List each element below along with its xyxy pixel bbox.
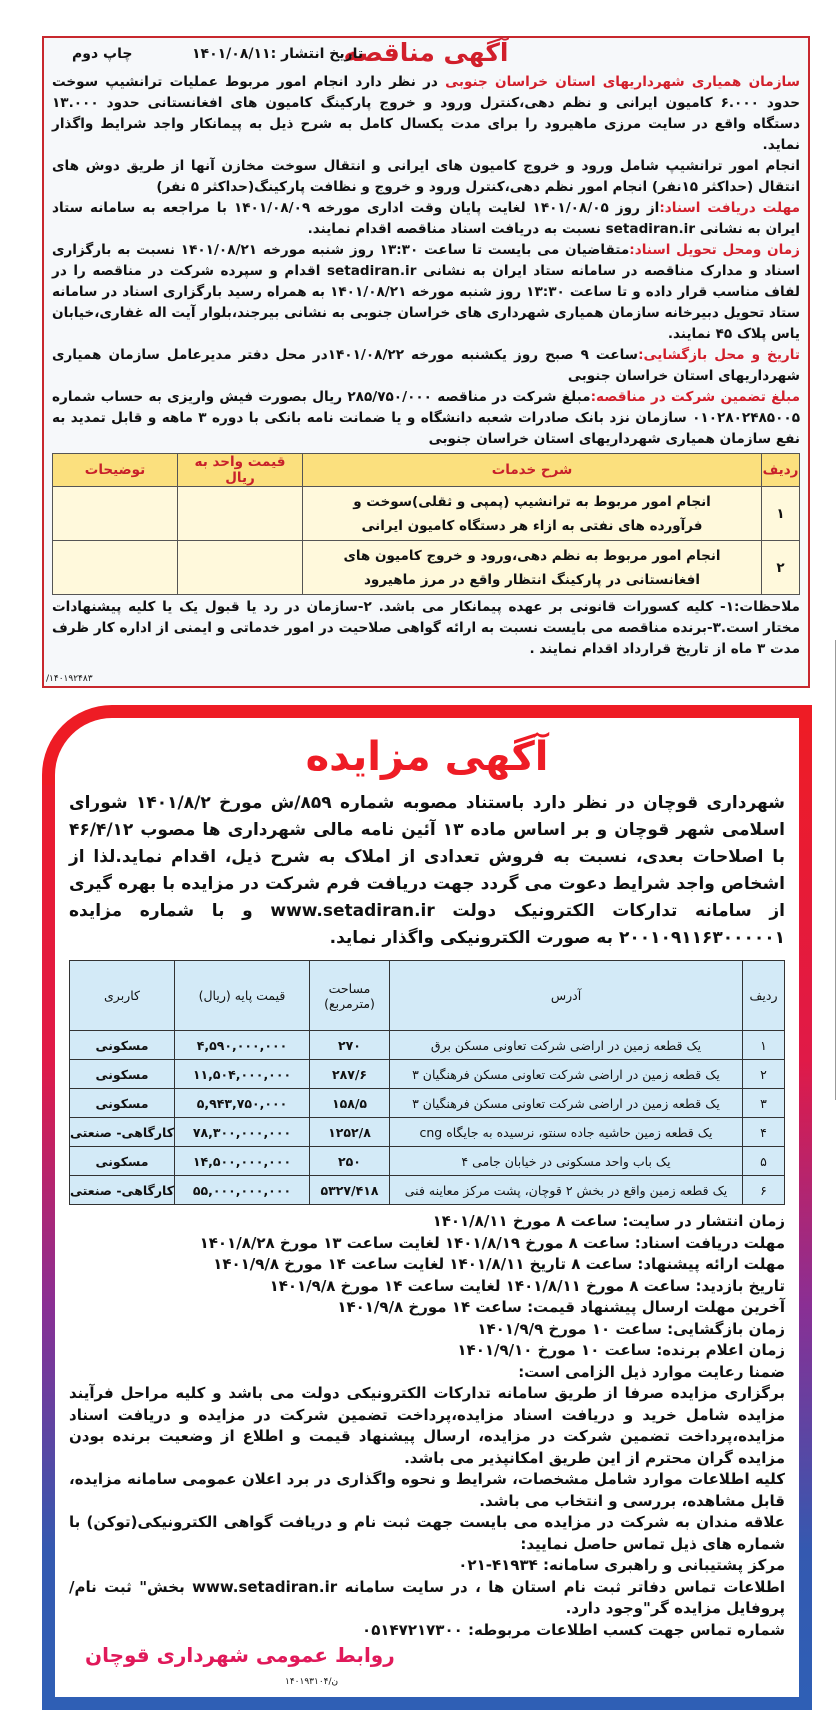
detail-line: علاقه مندان به شرکت در مزایده می بایست جهت ثبت نام و دریافت گواهی الکترونیکی(توکن) با شماره های ذیل تماس حاصل نمایید: <box>69 1513 785 1553</box>
publish-date: تاریخ انتشار :۱۴۰۱/۰۸/۱۱ <box>192 46 364 62</box>
detail-line: مرکز پشتیبانی و راهبری سامانه: ۴۱۹۳۴-۰۲۱ <box>458 1556 785 1574</box>
tender-paragraph <box>52 156 800 198</box>
col-header: قیمت واحد به ریال <box>178 454 303 487</box>
unit-price <box>178 487 303 541</box>
tender-header <box>52 38 800 72</box>
tender-paragraph <box>52 345 800 387</box>
row-number: ۴ <box>743 1118 785 1147</box>
usage-cell: مسکونی <box>70 1031 175 1060</box>
table-row <box>70 1147 785 1176</box>
table-row <box>70 1089 785 1118</box>
row-number: ۱ <box>743 1031 785 1060</box>
detail-line: زمان اعلام برنده: ساعت ۱۰ مورخ ۱۴۰۱/۹/۱۰ <box>457 1341 785 1359</box>
paragraph-label: زمان ومحل تحویل اسناد: <box>629 242 800 258</box>
price-cell: ۷۸,۳۰۰,۰۰۰,۰۰۰ <box>175 1118 310 1147</box>
signature: روابط عمومی شهرداری قوچان <box>85 1643 395 1667</box>
auction-intro: شهرداری قوچان در نظر دارد باستناد مصوبه شماره ۸۵۹/ش مورخ ۱۴۰۱/۸/۲ شورای اسلامی شهر قوچان و بر اساس ماده ۱۳ آئین نامه مالی شهرداری ها مصوب ۴۶/۴/۱۲ با اصلاحات بعدی، نسبت به فروش تعدادی از املاک به شرح ذیل، اقدام نماید.لذا از اشخاص واجد شرایط دعوت می گردد جهت دریافت فرم شرکت در مزایده با بهره گیری از سامانه تدارکات الکترونیک دولت www.setadiran.ir و با شماره مزایده ۲۰۰۱۰۹۱۱۶۳۰۰۰۰۰۱ به صورت الکترونیکی واگذار نماید. <box>69 793 786 948</box>
col-header: قیمت پایه (ریال) <box>175 961 310 1031</box>
area-cell: ۲۵۰ <box>310 1147 390 1176</box>
usage-cell: مسکونی <box>70 1060 175 1089</box>
paragraph-label: مبلغ تضمین شرکت در مناقصه: <box>590 389 801 405</box>
area-cell: ۲۷۰ <box>310 1031 390 1060</box>
address-cell: یک قطعه زمین حاشیه جاده سنتو، نرسیده به جایگاه cng <box>390 1118 743 1147</box>
tender-notes: ملاحظات:۱- کلیه کسورات قانونی بر عهده پیمانکار می باشد. ۲-سازمان در رد یا قبول یک یا کلیه پیشنهادات مختار است.۳-برنده مناقصه می بایست نسبت به ارائه گواهی صلاحیت در امور خدماتی و ایمنی از اداره کار ظرف مدت ۳ ماه از تاریخ قرارداد اقدام نمایند . <box>52 599 800 657</box>
paragraph-text: متقاضیان می بایست تا ساعت ۱۳:۳۰ روز شنبه مورخه ۱۴۰۱/۰۸/۲۱ نسبت به بارگزاری اسناد و مدارک مناقصه در سامانه ستاد ایران به نشانی setadiran.ir اقدام و سپرده شرکت در مناقصه را در لفاف مناسب قرار داده و تا ساعت ۱۳:۳۰ روز شنبه مورخه ۱۴۰۱/۰۸/۲۱ به همراه رسید بارگزاری اسناد در سامانه ستاد تحویل دبیرخانه سازمان همیاری شهرداری های خراسان جنوبی به نشانی بیرجند،بلوار آیت اله غفاری،خیابان یاس پلاک ۴۵ نمایند. <box>52 242 800 342</box>
col-header: کاربری <box>70 961 175 1031</box>
row-number: ۶ <box>743 1176 785 1205</box>
col-header: مساحت (مترمربع) <box>310 961 390 1031</box>
table-row <box>70 1060 785 1089</box>
detail-line: آخرین مهلت ارسال پیشنهاد قیمت: ساعت ۱۴ مورخ ۱۴۰۱/۹/۸ <box>337 1298 785 1316</box>
table-row <box>70 1176 785 1205</box>
auction-details <box>69 1211 785 1641</box>
service-desc: انجام امور مربوط به ترانشیپ (پمپی و ثقلی)سوخت و فرآورده های نفتی به ازاء هر دستگاه کامیون ایرانی <box>303 487 762 541</box>
paragraph-text: انجام امور ترانشیپ شامل ورود و خروج کامیون های ایرانی و انتقال سوخت مخازن آنها از طریق دوش های انتقال (حداکثر ۱۵نفر) انجام امور نظم دهی،کنترل ورود و خروج و نظافت پارکینگ(حداکثر ۵ نفر) <box>52 158 800 195</box>
auction-title: آگهی مزایده <box>305 734 549 780</box>
decorative-corner <box>42 705 122 785</box>
paragraph-text: از روز ۱۴۰۱/۰۸/۰۵ لغایت پایان وقت اداری مورخه ۱۴۰۱/۰۸/۰۹ با مراجعه به سامانه ستاد ایران به نشانی setadiran.ir نسبت به دریافت اسناد مناقصه اقدام نمایند. <box>52 200 800 237</box>
area-cell: ۲۸۷/۶ <box>310 1060 390 1089</box>
page-divider <box>835 640 836 1100</box>
col-header: ردیف <box>762 454 800 487</box>
detail-line: کلیه اطلاعات موارد شامل مشخصات، شرایط و نحوه واگذاری در برد اعلان عمومی سامانه مزایده، قابل مشاهده، بررسی و انتخاب می باشد. <box>69 1470 785 1510</box>
row-number: ۳ <box>743 1089 785 1118</box>
tender-paragraph <box>52 240 800 345</box>
col-header: شرح خدمات <box>303 454 762 487</box>
usage-cell: مسکونی <box>70 1147 175 1176</box>
notes-cell <box>53 487 178 541</box>
address-cell: یک قطعه زمین واقع در بخش ۲ قوچان، پشت مرکز معاینه فنی <box>390 1176 743 1205</box>
address-cell: یک قطعه زمین در اراضی شرکت تعاونی مسکن فرهنگیان ۳ <box>390 1060 743 1089</box>
tender-paragraph <box>52 72 800 156</box>
tender-notice <box>42 36 810 688</box>
price-cell: ۵,۹۴۳,۷۵۰,۰۰۰ <box>175 1089 310 1118</box>
paragraph-text: در نظر دارد انجام امور مربوط عملیات ترانشیپ سوخت حدود ۶.۰۰۰ کامیون ایرانی و نظم دهی،کنترل ورود و خروج پارکینگ کامیون های افغانستانی حدود ۱۳.۰۰۰ دستگاه واقع در سایت مرزی ماهیرود را برای مدت یکسال کامل به شرح ذیل به پیمانکار واجد شرایط واگذار نماید. <box>52 74 800 153</box>
reference-number: /۱۴۰۱۹۲۴۸۳ <box>46 674 93 684</box>
address-cell: یک قطعه زمین در اراضی شرکت تعاونی مسکن برق <box>390 1031 743 1060</box>
paragraph-text: مبلغ شرکت در مناقصه ۲۸۵/۷۵۰/۰۰۰ ریال بصورت فیش واریزی به حساب شماره ۰۱۰۲۸۰۲۴۸۵۰۰۵ سازمان نزد بانک صادرات شعبه دانشگاه و یا ضمانت نامه بانکی با دوره ۳ ماهه و قابل تمدید به نفع سازمان همیاری شهرداریهای استان خراسان جنوبی <box>52 389 800 447</box>
reference-number: ن/۱۴۰۱۹۳۱۰۴ <box>285 1677 339 1687</box>
table-row <box>53 541 800 595</box>
properties-table <box>69 960 785 1205</box>
detail-line: اطلاعات تماس دفاتر ثبت نام استان ها ، در سایت سامانه www.setadiran.ir بخش" ثبت نام/پروفایل مزایده گر"وجود دارد. <box>69 1577 786 1617</box>
service-desc: انجام امور مربوط به نظم دهی،ورود و خروج کامیون های افغانستانی در پارکینگ انتظار واقع در مرز ماهیرود <box>303 541 762 595</box>
price-cell: ۴,۵۹۰,۰۰۰,۰۰۰ <box>175 1031 310 1060</box>
row-number: ۵ <box>743 1147 785 1176</box>
tender-title: آگهی مناقصه <box>343 38 509 67</box>
price-cell: ۱۱,۵۰۴,۰۰۰,۰۰۰ <box>175 1060 310 1089</box>
col-header: توضیحات <box>53 454 178 487</box>
print-edition: چاپ دوم <box>72 46 133 62</box>
paragraph-text: ساعت ۹ صبح روز یکشنبه مورخه ۱۴۰۱/۰۸/۲۲در محل دفتر مدیرعامل سازمان همیاری شهرداریهای استان خراسان جنوبی <box>52 347 800 384</box>
notes-cell <box>53 541 178 595</box>
tender-body <box>52 72 800 450</box>
unit-price <box>178 541 303 595</box>
detail-line: مهلت ارائه پیشنهاد: ساعت ۸ تاریخ ۱۴۰۱/۸/۱۱ لغایت ساعت ۱۴ مورخ ۱۴۰۱/۹/۸ <box>213 1255 785 1273</box>
row-number: ۲ <box>762 541 800 595</box>
address-cell: یک باب واحد مسکونی در خیابان جامی ۴ <box>390 1147 743 1176</box>
col-header: ردیف <box>743 961 785 1031</box>
detail-line: ضمنا رعایت موارد ذیل الزامی است: <box>518 1362 785 1381</box>
area-cell: ۵۳۲۷/۴۱۸ <box>310 1176 390 1205</box>
row-number: ۱ <box>762 487 800 541</box>
detail-line: زمان بازگشایی: ساعت ۱۰ مورخ ۱۴۰۱/۹/۹ <box>477 1319 785 1338</box>
detail-line: زمان انتشار در سایت: ساعت ۸ مورخ ۱۴۰۱/۸/۱۱ <box>432 1212 785 1230</box>
usage-cell: کارگاهی- صنعتی <box>70 1118 175 1147</box>
tender-paragraph <box>52 387 800 450</box>
auction-notice <box>42 705 812 1710</box>
area-cell: ۱۲۵۲/۸ <box>310 1118 390 1147</box>
address-cell: یک قطعه زمین در اراضی شرکت تعاونی مسکن فرهنگیان ۳ <box>390 1089 743 1118</box>
paragraph-label: مهلت دریافت اسناد: <box>659 200 800 216</box>
detail-line: مهلت دریافت اسناد: ساعت ۸ مورخ ۱۴۰۱/۸/۱۹ لغایت ساعت ۱۳ مورخ ۱۴۰۱/۸/۲۸ <box>199 1233 785 1252</box>
paragraph-label: تاریخ و محل بازگشایی: <box>638 347 800 363</box>
tender-paragraph <box>52 198 800 240</box>
row-number: ۲ <box>743 1060 785 1089</box>
paragraph-label: سازمان همیاری شهرداریهای استان خراسان جنوبی <box>445 74 800 90</box>
table-row <box>70 1031 785 1060</box>
detail-line: تاریخ بازدید: ساعت ۸ مورخ ۱۴۰۱/۸/۱۱ لغایت ساعت ۱۴ مورخ ۱۴۰۱/۹/۸ <box>269 1276 785 1295</box>
table-row <box>53 487 800 541</box>
col-header: آدرس <box>390 961 743 1031</box>
price-cell: ۱۴,۵۰۰,۰۰۰,۰۰۰ <box>175 1147 310 1176</box>
usage-cell: کارگاهی- صنعتی <box>70 1176 175 1205</box>
detail-line: برگزاری مزایده صرفا از طریق سامانه تدارکات الکترونیکی دولت می باشد و کلیه مراحل فرآیند مزایده شامل خرید و دریافت اسناد مزایده،پرداخت تضمین شرکت در مزایده و دریافت اسناد مزایده،پرداخت تضمین شرکت در مزایده، ارسال پیشنهاد قیمت و اطلاع از وضعیت برنده بودن مزایده گران محترم از این طریق امکانپذیر می باشد. <box>69 1384 785 1467</box>
usage-cell: مسکونی <box>70 1089 175 1118</box>
detail-line: شماره تماس جهت کسب اطلاعات مربوطه: ۰۵۱۴۷۲۱۷۳۰۰ <box>362 1620 785 1639</box>
services-table <box>52 453 800 595</box>
table-row <box>70 1118 785 1147</box>
area-cell: ۱۵۸/۵ <box>310 1089 390 1118</box>
price-cell: ۵۵,۰۰۰,۰۰۰,۰۰۰ <box>175 1176 310 1205</box>
